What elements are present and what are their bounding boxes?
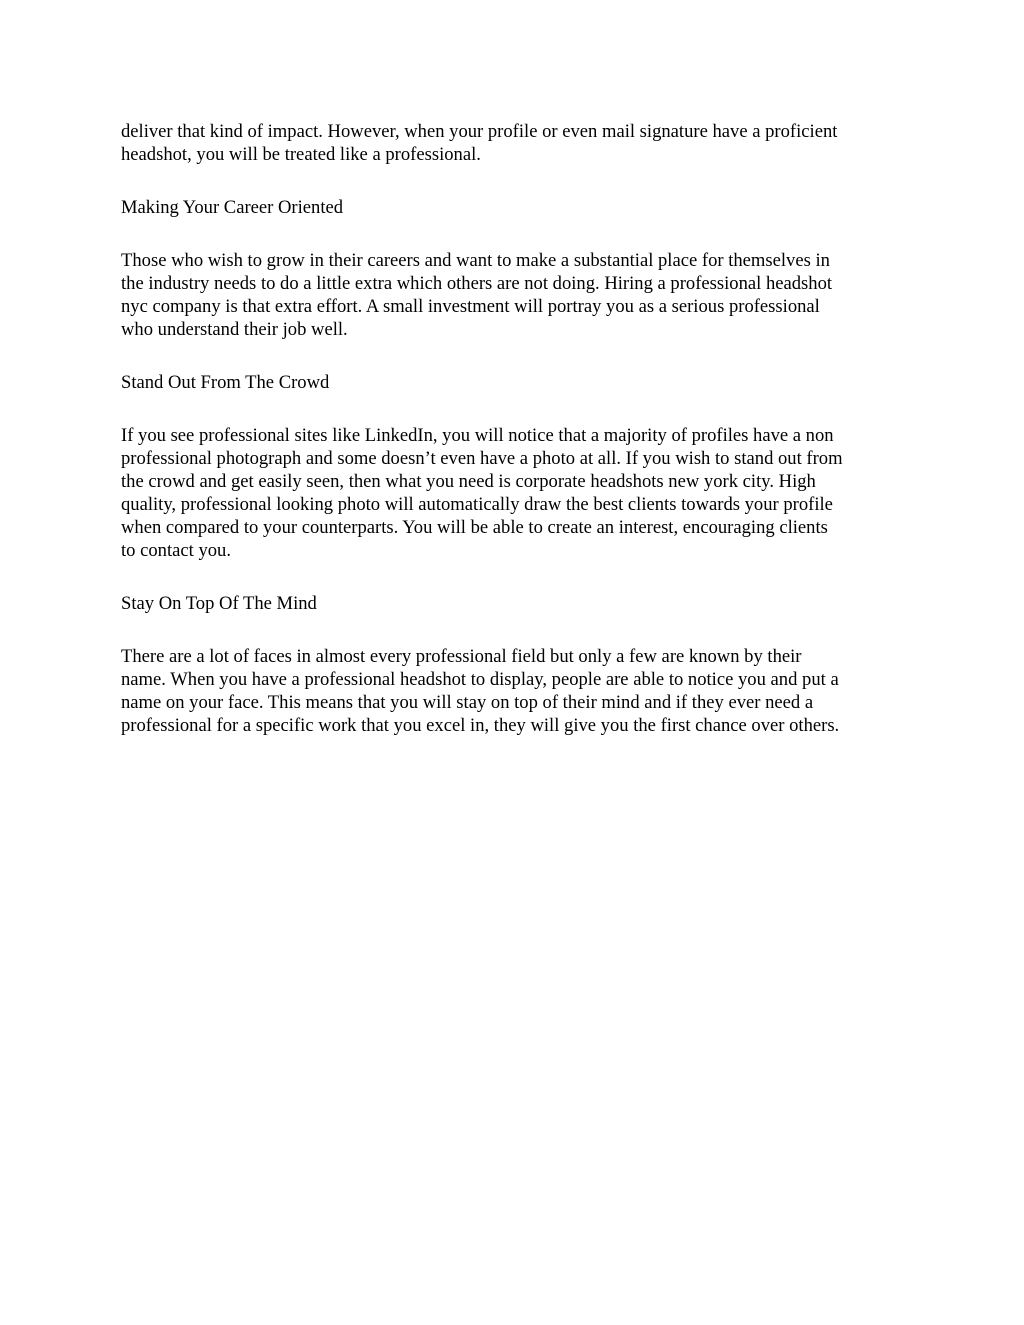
text-line: name on your face. This means that you will stay on top of their mind and if they ever need a (121, 692, 814, 713)
heading-career-oriented (121, 196, 911, 219)
text-line: when compared to your counterparts. You will be able to create an interest, encouraging clients (121, 517, 828, 538)
paragraph-top-of-mind (121, 645, 911, 737)
text-line: professional photograph and some doesn’t even have a photo at all. If you wish to stand out from (121, 448, 843, 469)
text-line: If you see professional sites like LinkedIn, you will notice that a majority of profiles have a non (121, 425, 834, 446)
section-heading: Stand Out From The Crowd (121, 372, 330, 393)
text-line: who understand their job well. (121, 319, 348, 340)
paragraph-stand-out (121, 424, 911, 562)
paragraph-intro (121, 120, 911, 166)
text-line: deliver that kind of impact. However, when your profile or even mail signature have a proficient (121, 121, 838, 142)
text-line: headshot, you will be treated like a professional. (121, 144, 481, 165)
text-line: quality, professional looking photo will automatically draw the best clients towards your profile (121, 494, 833, 515)
text-line: There are a lot of faces in almost every professional field but only a few are known by their (121, 646, 802, 667)
text-line: to contact you. (121, 540, 231, 561)
document-body (121, 120, 911, 767)
text-line: the industry needs to do a little extra which others are not doing. Hiring a professional headshot (121, 273, 833, 294)
text-line: nyc company is that extra effort. A small investment will portray you as a serious professional (121, 296, 820, 317)
section-heading: Making Your Career Oriented (121, 197, 344, 218)
text-line: professional for a specific work that you excel in, they will give you the first chance over others. (121, 715, 840, 736)
text-line: the crowd and get easily seen, then what you need is corporate headshots new york city. High (121, 471, 816, 492)
heading-top-of-mind (121, 592, 911, 615)
section-heading: Stay On Top Of The Mind (121, 593, 317, 614)
text-line: Those who wish to grow in their careers and want to make a substantial place for themselves in (121, 250, 830, 271)
heading-stand-out (121, 371, 911, 394)
text-line: name. When you have a professional headshot to display, people are able to notice you and put a (121, 669, 839, 690)
paragraph-career-oriented (121, 249, 911, 341)
